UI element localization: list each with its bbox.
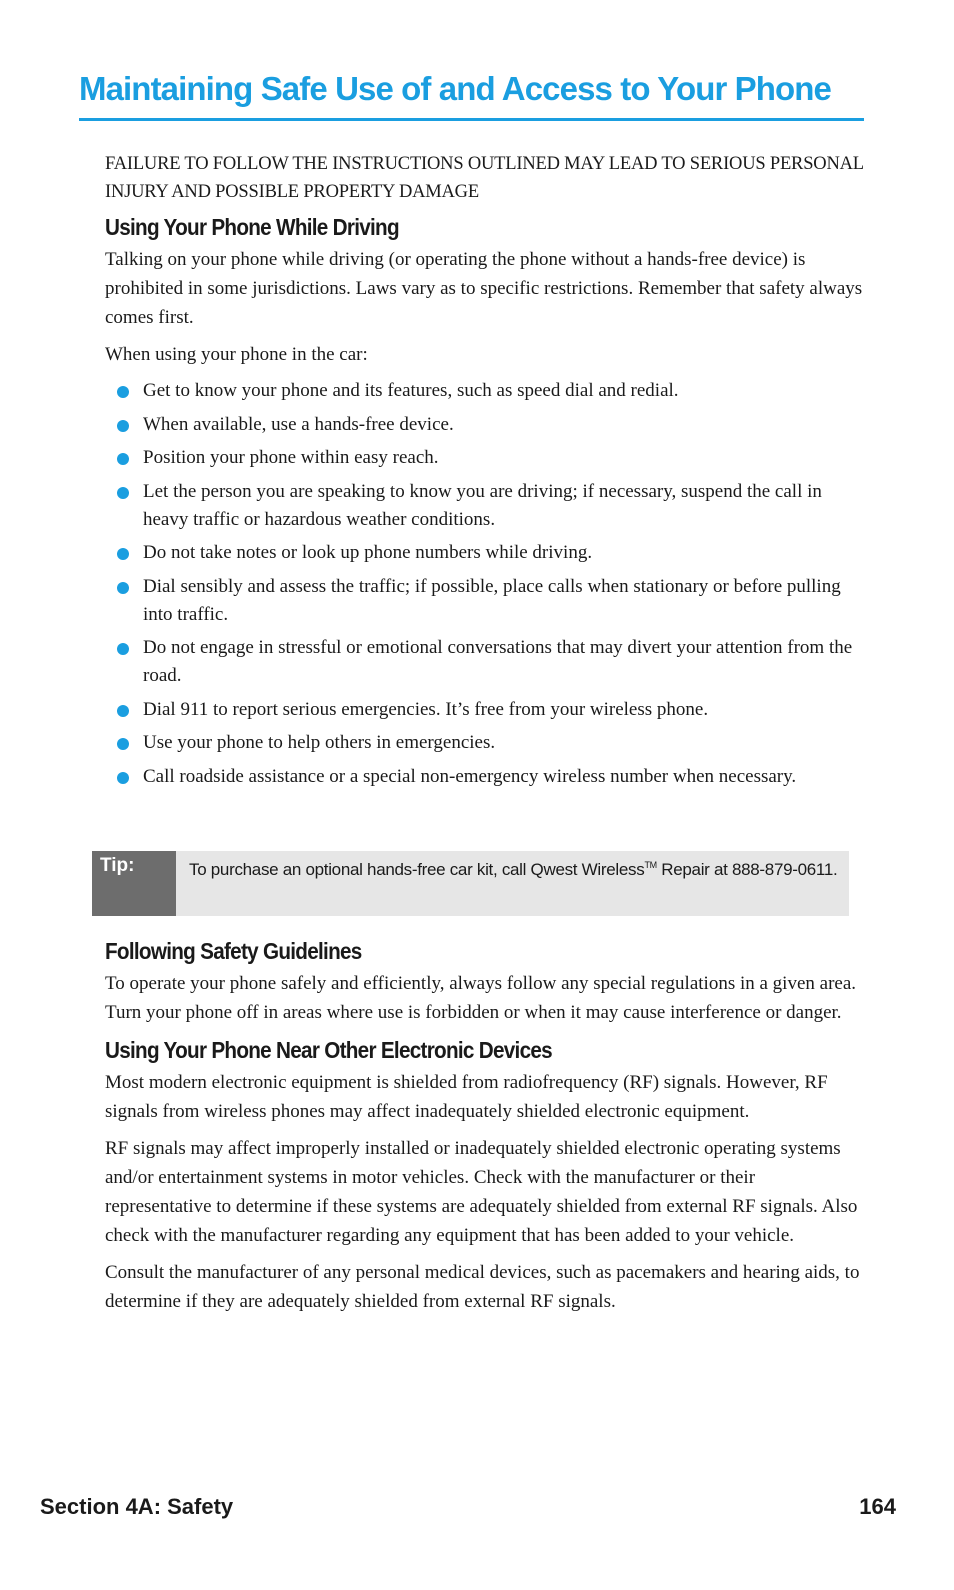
page-footer	[40, 1494, 896, 1520]
bullet-dot-icon	[117, 582, 129, 594]
driving-lead-in: When using your phone in the car:	[105, 344, 368, 365]
title-rule	[79, 118, 864, 121]
bullet-dot-icon	[117, 772, 129, 784]
trademark-mark: TM	[644, 860, 657, 870]
bullet-dot-icon	[117, 643, 129, 655]
electronics-paragraph: RF signals may affect improperly installed or inadequately shielded electronic operating systems and/or entertainment systems in motor vehicles. Check with the manufacturer or their representative to determine if these systems are adequately shielded from external RF signals. Also check with the manufacturer regarding any equipment that has been added to your vehicle.	[105, 1138, 858, 1246]
electronics-heading: Using Your Phone Near Other Electronic Devices	[105, 1037, 552, 1063]
list-item: Call roadside assistance or a special non-emergency wireless number when necessary.	[105, 763, 865, 791]
bullet-dot-icon	[117, 487, 129, 499]
warning-text: FAILURE TO FOLLOW THE INSTRUCTIONS OUTLINED MAY LEAD TO SERIOUS PERSONAL INJURY AND POSSIBLE PROPERTY DAMAGE	[105, 154, 864, 202]
list-item: Do not engage in stressful or emotional conversations that may divert your attention from the road.	[105, 634, 865, 690]
page-title: Maintaining Safe Use of and Access to Your Phone	[79, 70, 832, 107]
footer-section-label: Section 4A: Safety	[40, 1494, 234, 1519]
tip-text: To purchase an optional hands-free car kit, call Qwest Wireless™ Repair at 888-879-0611.	[189, 860, 838, 879]
guidelines-heading: Following Safety Guidelines	[105, 938, 362, 964]
driving-section	[105, 150, 865, 796]
list-item: Dial sensibly and assess the traffic; if possible, place calls when stationary or before pulling into traffic.	[105, 573, 865, 629]
list-item: Get to know your phone and its features, such as speed dial and redial.	[105, 377, 865, 405]
driving-bullet-list	[105, 377, 865, 791]
page-number: 164	[859, 1494, 896, 1519]
tip-label: Tip:	[92, 851, 176, 916]
bullet-dot-icon	[117, 705, 129, 717]
list-item: Do not take notes or look up phone numbers while driving.	[105, 539, 865, 567]
bullet-dot-icon	[117, 386, 129, 398]
list-item: Use your phone to help others in emergencies.	[105, 729, 865, 757]
electronics-paragraph: Most modern electronic equipment is shielded from radiofrequency (RF) signals. However, RF signals from wireless phones may affect inadequately shielded electronic equipment.	[105, 1072, 828, 1122]
list-item: When available, use a hands-free device.	[105, 411, 865, 439]
list-item: Let the person you are speaking to know you are driving; if necessary, suspend the call in heavy traffic or hazardous weather conditions.	[105, 478, 865, 534]
electronics-paragraph: Consult the manufacturer of any personal medical devices, such as pacemakers and hearing aids, to determine if they are adequately shielded from external RF signals.	[105, 1262, 860, 1312]
guidelines-body: To operate your phone safely and efficiently, always follow any special regulations in a given area. Turn your phone off in areas where use is forbidden or when it may cause interference or danger.	[105, 973, 857, 1023]
driving-intro: Talking on your phone while driving (or operating the phone without a hands-free device) is prohibited in some jurisdictions. Laws vary as to specific restrictions. Remember that safety always comes first.	[105, 249, 863, 328]
bullet-dot-icon	[117, 738, 129, 750]
list-item: Position your phone within easy reach.	[105, 444, 865, 472]
list-item: Dial 911 to report serious emergencies. It’s free from your wireless phone.	[105, 696, 865, 724]
driving-heading: Using Your Phone While Driving	[105, 214, 399, 240]
bullet-dot-icon	[117, 420, 129, 432]
guidelines-section	[105, 936, 865, 1324]
bullet-dot-icon	[117, 453, 129, 465]
tip-box	[92, 851, 849, 916]
bullet-dot-icon	[117, 548, 129, 560]
